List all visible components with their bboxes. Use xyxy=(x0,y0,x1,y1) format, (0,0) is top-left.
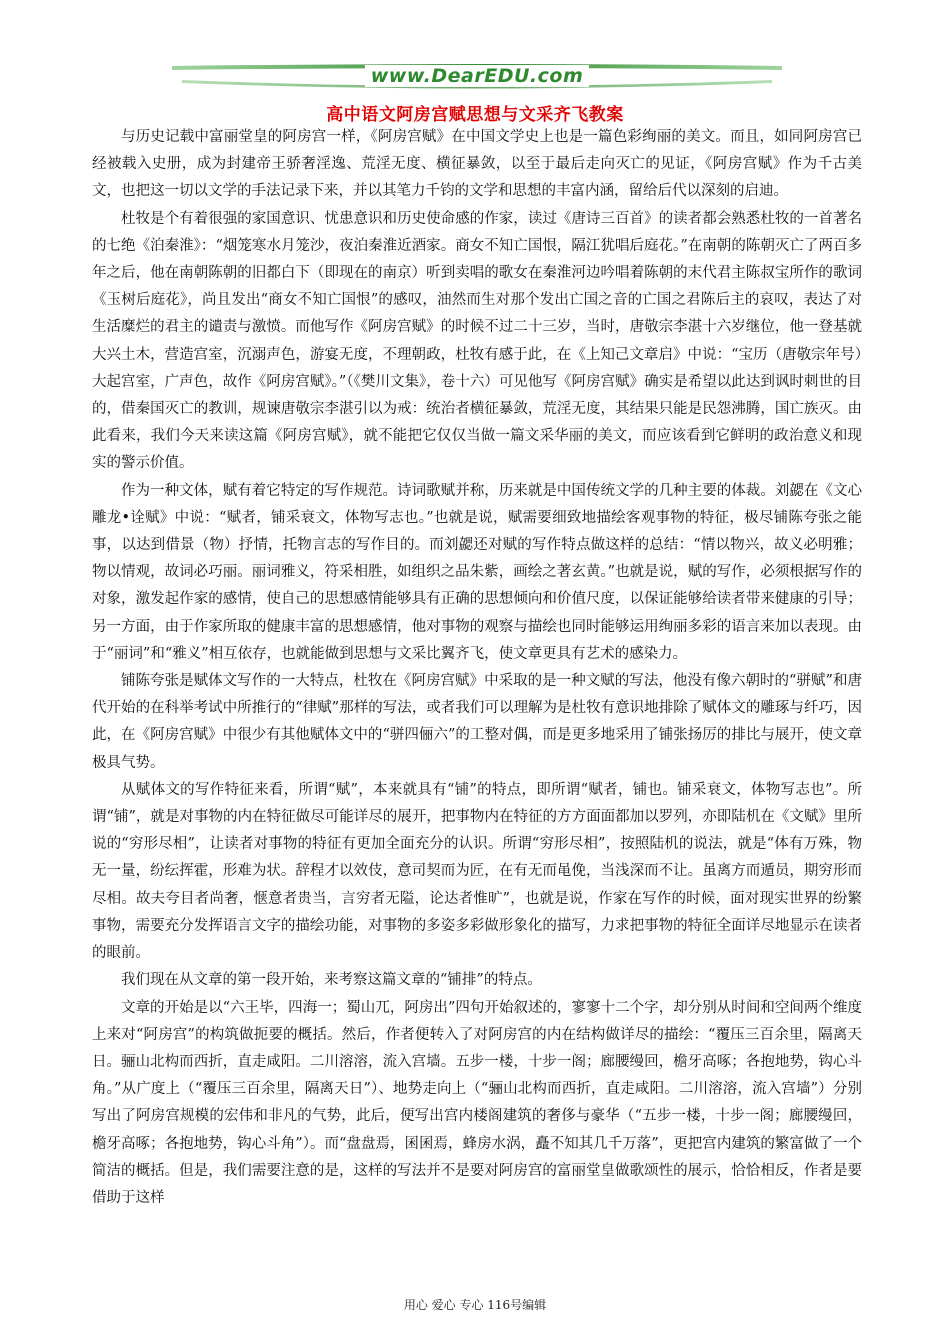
paragraph: 与历史记载中富丽堂皇的阿房宫一样，《阿房宫赋》在中国文学史上也是一篇色彩绚丽的美文。而且，如同阿房宫已经被载入史册，成为封建帝王骄奢淫逸、荒淫无度、横征暴敛，以至于最后走向灭亡的见证，《阿房宫赋》作为千古美文，也把这一切以文学的手法记录下来，并以其笔力千钧的文学和思想的丰富内涵，留给后代以深刻的启迪。 xyxy=(92,129,862,200)
paragraph: 作为一种文体，赋有着它特定的写作规范。诗词歌赋并称，历来就是中国传统文学的几种主要的体裁。刘勰在《文心雕龙•诠赋》中说：“赋者，铺采衰文，体物写志也。”也就是说，赋需要细致地描绘客观事物的特征，极尽铺陈夸张之能事，以达到借景（物）抒情，托物言志的写作目的。而刘勰还对赋的写作特点做这样的总结：“情以物兴，故义必明雅；物以情观，故词必巧丽。丽词雅义，符采相胜，如组织之品朱紫，画绘之著玄黄。”也就是说，赋的写作，必须根据写作的对象，激发起作家的感情，使自己的思想感情能够具有正确的思想倾向和价值尺度，以保证能够给读者带来健康的引导；另一方面，由于作家所取的健康丰富的思想感情，他对事物的观察与描绘也同时能够运用绚丽多彩的语言来加以表现。由于“丽词”和“雅义”相互依存，也就能做到思想与文采比翼齐飞，使文章更具有艺术的感染力。 xyxy=(92,482,862,662)
site-url-logo: www.DearEDU.com xyxy=(172,65,782,87)
paragraph: 我们现在从文章的第一段开始，来考察这篇文章的“铺排”的特点。 xyxy=(121,972,542,989)
paragraph: 铺陈夸张是赋体文写作的一大特点，杜牧在《阿房宫赋》中采取的是一种文赋的写法，他没有像六朝时的“骈赋”和唐代开始的在科举考试中所推行的“律赋”那样的写法，或者我们可以理解为是杜牧有意识地排除了赋体文的雕琢与纤巧，因此，在《阿房宫赋》中很少有其他赋体文中的“骈四俪六”的工整对偶，而是更多地采用了铺张扬厉的排比与展开，使文章极具气势。 xyxy=(92,673,862,771)
paragraph: 从赋体文的写作特征来看，所谓“赋”，本来就具有“铺”的特点，即所谓“赋者，铺也。铺采衰文，体物写志也”。所谓“铺”，就是对事物的内在特征做尽可能详尽的展开，把事物内在特征的方方面面都加以罗列，亦即陆机在《文赋》里所说的“穷形尽相”，让读者对事物的特征有更加全面充分的认识。所谓“穷形尽相”，按照陆机的说法，就是“体有万殊，物无一量，纷纭挥霍，形难为状。辞程才以效伎，意司契而为匠，在有无而黾俛，当浅深而不让。虽离方而遁员，期穷形而尽相。故夫夸目者尚奢，惬意者贵当，言穷者无隘，论达者惟旷”，也就是说，作家在写作的时候，面对现实世界的纷繁事物，需要充分发挥语言文字的描绘功能，对事物的多姿多彩做形象化的描写，力求把事物的特征全面详尽地显示在读者的眼前。 xyxy=(92,781,862,962)
paragraph: 杜牧是个有着很强的家国意识、忧患意识和历史使命感的作家，读过《唐诗三百首》的读者都会熟悉杜牧的一首著名的七绝《泊秦淮》：“烟笼寒水月笼沙，夜泊秦淮近酒家。商女不知亡国恨，隔江犹唱后庭花。”在南朝的陈朝灭亡了两百多年之后，他在南朝陈朝的旧都白下（即现在的南京）听到卖唱的歌女在秦淮河边吟唱着陈朝的末代君主陈叔宝所作的歌词《玉树后庭花》，尚且发出“商女不知亡国恨”的感叹，油然而生对那个发出亡国之音的亡国之君陈后主的哀叹，表达了对生活糜烂的君主的谴责与激愤。而他写作《阿房宫赋》的时候不过二十三岁，当时，唐敬宗李湛十六岁继位，他一登基就大兴土木，营造宫室，沉溺声色，游宴无度，不理朝政，杜牧有感于此，在《上知己文章启》中说：“宝历（唐敬宗年号）大起宫室，广声色，故作《阿房宫赋》。”（《樊川文集》，卷十六）可见他写《阿房宫赋》确实是希望以此达到讽时刺世的目的，借秦国灭亡的教训，规谏唐敬宗李湛引以为戒：统治者横征暴敛，荒淫无度，其结果只能是民怨沸腾，国亡族灭。由此看来，我们今天来读这篇《阿房宫赋》，就不能把它仅仅当做一篇文采华丽的美文，而应该看到它鲜明的政治意义和现实的警示价值。 xyxy=(92,210,862,472)
article-body xyxy=(92,124,862,1212)
site-banner xyxy=(172,58,782,94)
page-title: 高中语文阿房宫赋思想与文采齐飞教案 xyxy=(326,105,624,125)
page-footer: 用心 爱心 专心 116号编辑 xyxy=(403,1298,547,1312)
paragraph: 文章的开始是以“六王毕，四海一；蜀山兀，阿房出”四句开始叙述的，寥寥十二个字，却分别从时间和空间两个维度上来对“阿房宫”的构筑做扼要的概括。然后，作者便转入了对阿房宫的内在结构做详尽的描绘：“覆压三百余里，隔离天日。骊山北构而西折，直走咸阳。二川溶溶，流入宫墙。五步一楼，十步一阁；廊腰缦回，檐牙高啄；各抱地势，钩心斗角。”从广度上（“覆压三百余里，隔离天日”）、地势走向上（“骊山北构而西折，直走咸阳。二川溶溶，流入宫墙”）分别写出了阿房宫规模的宏伟和非凡的气势，此后，便写出宫内楼阁建筑的奢侈与豪华（“五步一楼，十步一阁；廊腰缦回，檐牙高啄；各抱地势，钩心斗角”）。而“盘盘焉，囷囷焉，蜂房水涡，矗不知其几千万落”，更把宫内建筑的繁富做了一个简洁的概括。但是，我们需要注意的是，这样的写法并不是要对阿房宫的富丽堂皇做歌颂性的展示，恰恰相反，作者是要借助于这样 xyxy=(92,999,862,1206)
